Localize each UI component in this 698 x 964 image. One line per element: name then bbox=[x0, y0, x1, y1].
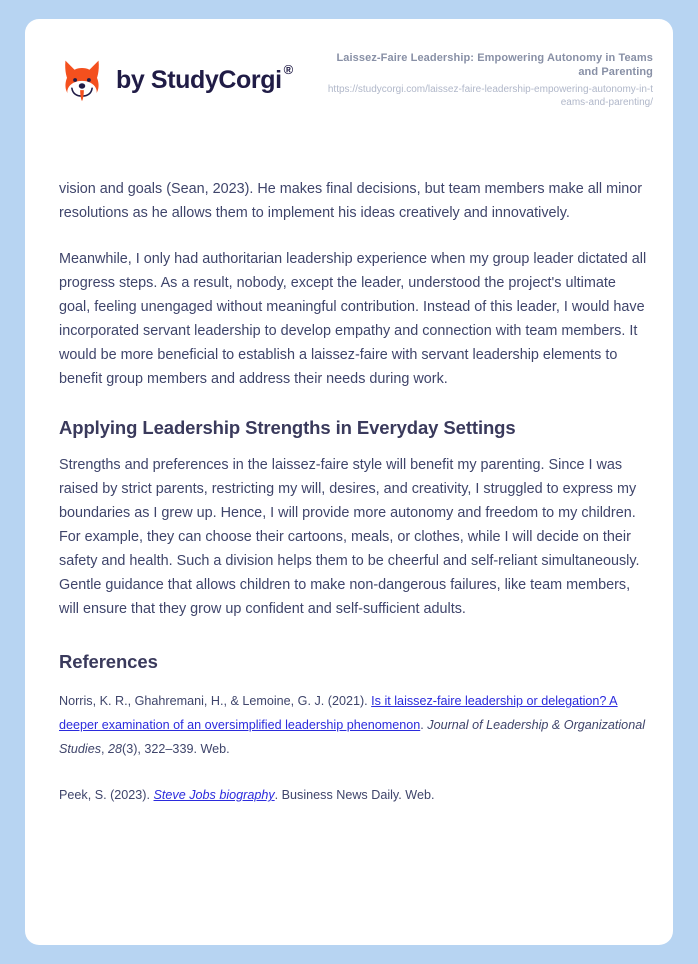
reference-after-link: . bbox=[420, 718, 428, 732]
document-title: Laissez-Faire Leadership: Empowering Autonomy in Teams and Parenting bbox=[336, 51, 653, 78]
reference-link[interactable]: Steve Jobs biography bbox=[153, 788, 275, 802]
reference-tail: . Business News Daily. Web. bbox=[274, 788, 435, 802]
brand-block bbox=[59, 57, 293, 103]
section-heading: Applying Leadership Strengths in Everyday Settings bbox=[59, 417, 516, 438]
document-header bbox=[25, 19, 673, 141]
reference-journal: Journal of Leadership & Organizational Studies bbox=[59, 718, 645, 756]
reference-volume-sep: , bbox=[101, 742, 109, 756]
paragraph-2: Meanwhile, I only had authoritarian leadership experience when my group leader dictated all progress steps. As a result, nobody, except the leader, understood the project's ultimate goal, feeling unengaged without meaningful contribution. Instead of this leader, I would have incorporated servant leadership to develop empathy and connection with team members. It would be more beneficial to establish a laissez-faire with servant leadership elements to benefit group members and address their needs during work. bbox=[59, 251, 647, 387]
paragraph-1: vision and goals (Sean, 2023). He makes final decisions, but team members make all minor resolutions as he allows them to implement his ideas creatively and innovatively. bbox=[59, 181, 643, 221]
document-page-card bbox=[25, 19, 673, 945]
reference-link[interactable]: Is it laissez-faire leadership or delegation? A deeper examination of an oversimplified leadership phenomenon bbox=[59, 694, 618, 732]
reference-item bbox=[59, 783, 651, 807]
reference-issue-pages: (3), 322–339. Web. bbox=[122, 742, 230, 756]
references-heading: References bbox=[59, 651, 158, 672]
reference-item bbox=[59, 689, 651, 761]
brand-name: by StudyCorgi ® bbox=[116, 62, 293, 94]
paragraph-3: Strengths and preferences in the laissez-faire style will benefit my parenting. Since I was raised by strict parents, restricting my will, desires, and creativity, I struggled to express my boundaries as I grew up. Hence, I will provide more autonomy and freedom to my children. For example, they can choose their cartoons, meals, or clothes, while I will decide on their safety and health. Such a division helps them to be cheerful and self-reliant simultaneously. Gentle guidance that allows children to make non-dangerous failures, like team members, will ensure that they grow up confident and self-sufficient adults. bbox=[59, 457, 640, 617]
corgi-logo-icon bbox=[59, 57, 105, 103]
reference-authors: Norris, K. R., Ghahremani, H., & Lemoine, G. J. (2021). bbox=[59, 694, 372, 708]
reference-authors: Peek, S. (2023). bbox=[59, 788, 154, 802]
document-body bbox=[59, 177, 651, 829]
header-meta bbox=[323, 51, 673, 110]
registered-trademark-icon: ® bbox=[283, 62, 293, 78]
document-url: https://studycorgi.com/laissez-faire-leadership-empowering-autonomy-in-teams-and-parenting/ bbox=[327, 83, 653, 108]
reference-volume: 28 bbox=[108, 742, 123, 756]
